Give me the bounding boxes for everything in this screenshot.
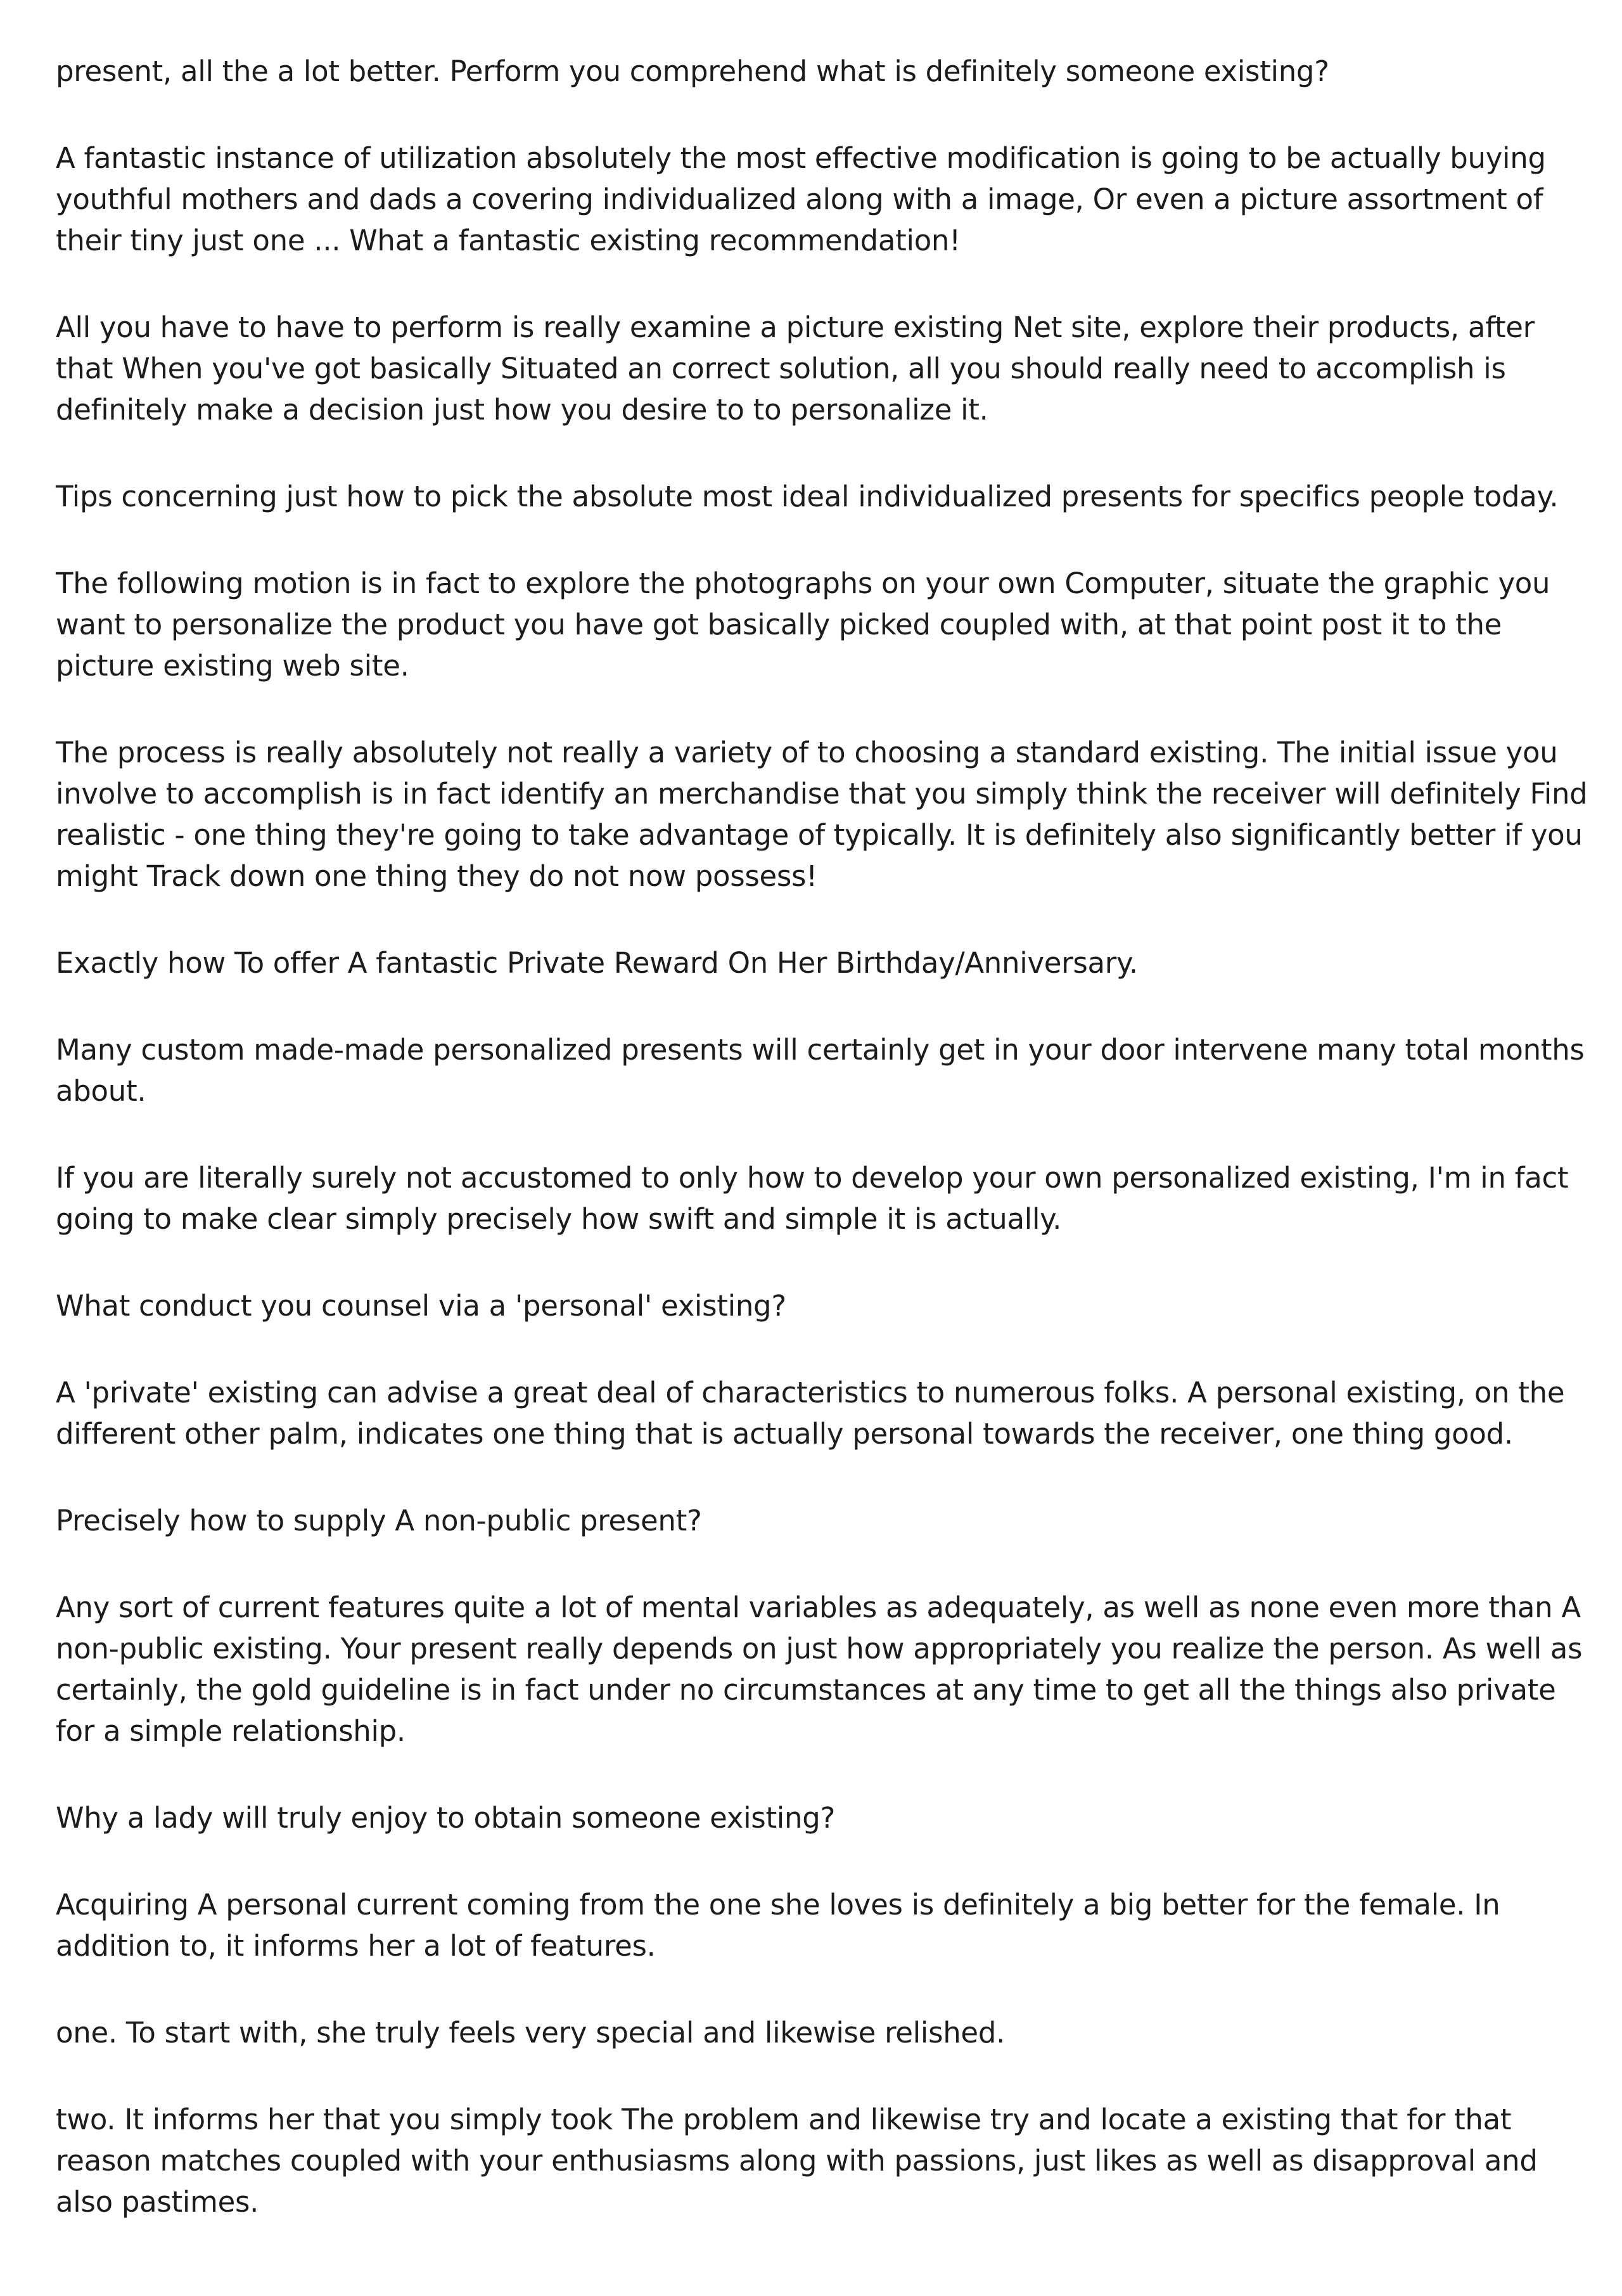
paragraph-2: A fantastic instance of utilization absolutely the most effective modification is going to be actually buying youthful mothers and dads a covering individualized along with a image, Or even a picture assortment of their tiny just one ... What a fantastic existing recommendation!	[56, 141, 1546, 257]
paragraph-15: Acquiring A personal current coming from the one she loves is definitely a big better for the female. In addition to, it informs her a lot of features.	[56, 1888, 1500, 1963]
paragraph-11: A 'private' existing can advise a great deal of characteristics to numerous folks. A personal existing, on the different other palm, indicates one thing that is actually personal towards the receiver, one thing good.	[56, 1376, 1565, 1451]
paragraph-14: Why a lady will truly enjoy to obtain someone existing?	[56, 1801, 836, 1835]
paragraph-12: Precisely how to supply A non-public present?	[56, 1504, 702, 1537]
paragraph-1: present, all the a lot better. Perform you comprehend what is definitely someone existing?	[56, 55, 1329, 88]
paragraph-9: If you are literally surely not accustomed to only how to develop your own personalized existing, I'm in fact going to make clear simply precisely how swift and simple it is actually.	[56, 1161, 1569, 1236]
paragraph-7: Exactly how To offer A fantastic Private Reward On Her Birthday/Anniversary.	[56, 946, 1138, 980]
paragraph-13: Any sort of current features quite a lot of mental variables as adequately, as well as none even more than A non-public existing. Your present really depends on just how appropriately you realize the person. As well as certainly, the gold guideline is in fact under no circumstances at any time to get all the things also private for a simple relationship.	[56, 1591, 1583, 1748]
article-body	[56, 51, 1589, 2268]
paragraph-5: The following motion is in fact to explore the photographs on your own Computer, situate the graphic you want to personalize the product you have got basically picked coupled with, at that point post it to the picture existing web site.	[56, 567, 1550, 683]
paragraph-10: What conduct you counsel via a 'personal' existing?	[56, 1289, 786, 1323]
paragraph-3: All you have to have to perform is really examine a picture existing Net site, explore their products, after that When you've got basically Situated an correct solution, all you should really need to accomplish is definitely make a decision just how you desire to to personalize it.	[56, 311, 1535, 426]
paragraph-17: two. It informs her that you simply took The problem and likewise try and locate a existing that for that reason matches coupled with your enthusiasms along with passions, just likes as well as disapproval and also pastimes.	[56, 2103, 1538, 2219]
paragraph-6: The process is really absolutely not really a variety of to choosing a standard existing. The initial issue you involve to accomplish is in fact identify an merchandise that you simply think the receiver will definitely Find realistic - one thing they're going to take advantage of typically. It is definitely also significantly better if you might Track down one thing they do not now possess!	[56, 736, 1588, 893]
paragraph-4: Tips concerning just how to pick the absolute most ideal individualized presents for specifics people today.	[56, 480, 1559, 513]
paragraph-16: one. To start with, she truly feels very special and likewise relished.	[56, 2016, 1006, 2049]
paragraph-8: Many custom made-made personalized presents will certainly get in your door intervene many total months about.	[56, 1033, 1585, 1108]
